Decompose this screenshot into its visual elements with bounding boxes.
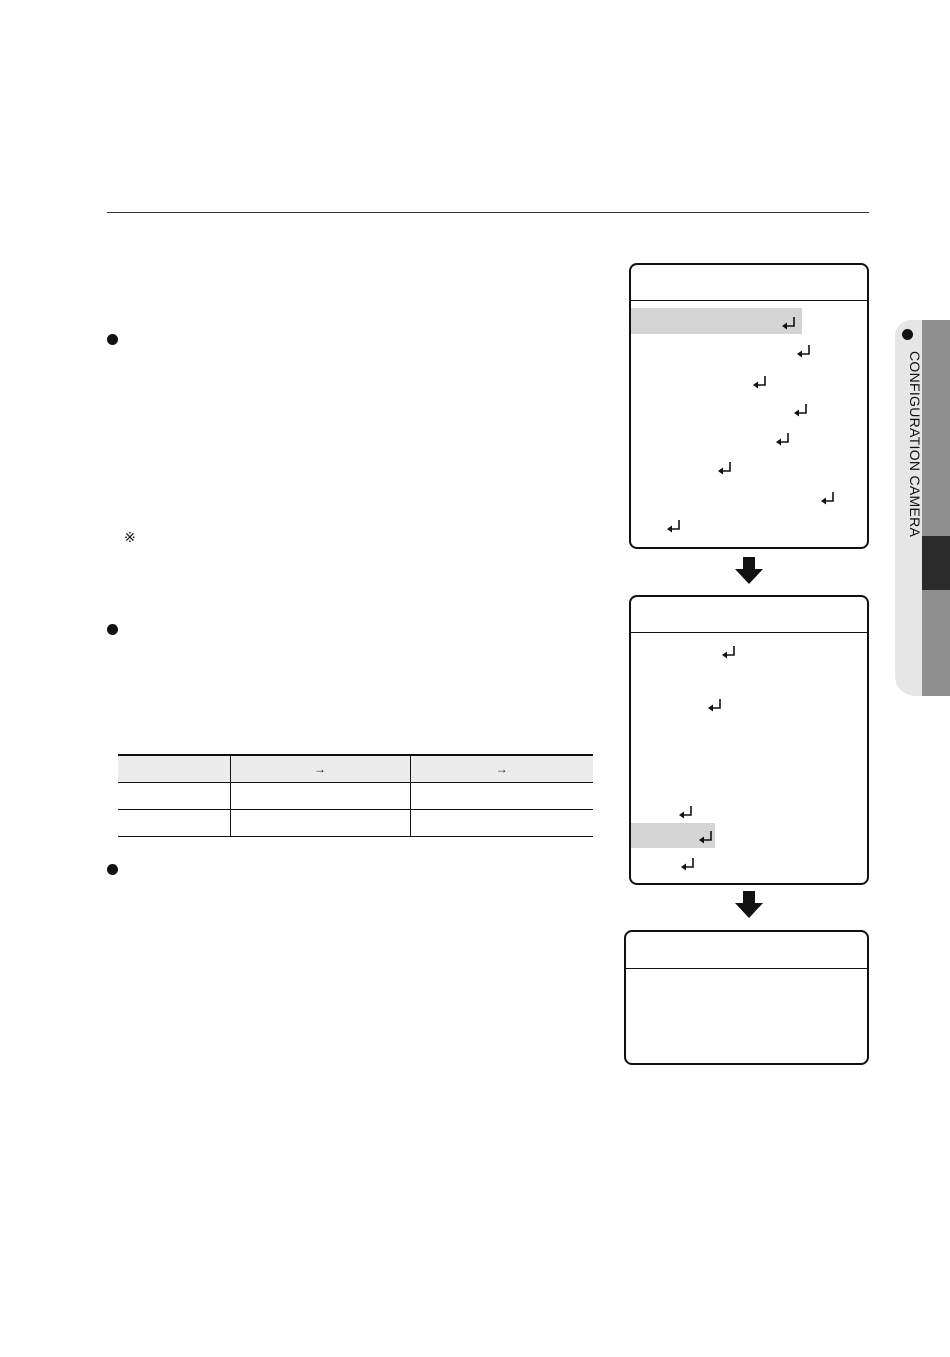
table-cell: [118, 810, 230, 837]
table-cell: [118, 783, 230, 810]
enter-icon: [752, 375, 767, 389]
chapter-tab-label: CONFIGURATION CAMERA: [907, 351, 923, 538]
table-header-cell: [230, 755, 410, 783]
settings-table: [118, 754, 593, 837]
down-arrow-icon: [734, 557, 764, 585]
enter-icon: [680, 857, 695, 871]
enter-icon: [781, 316, 796, 330]
chapter-tab-marker: [922, 536, 950, 590]
header-rule: [107, 212, 869, 213]
enter-icon: [775, 432, 790, 446]
table-cell: [230, 783, 410, 810]
right-arrow-icon: →: [314, 762, 326, 776]
chapter-tab-strip: [922, 320, 950, 696]
bullet-3: [107, 864, 118, 875]
table-header-cell: [118, 755, 230, 783]
table-cell: [410, 783, 593, 810]
table-cell: [230, 810, 410, 837]
table-header-cell: [410, 755, 593, 783]
table-cell: [410, 810, 593, 837]
enter-icon: [793, 403, 808, 417]
right-arrow-icon: →: [495, 762, 508, 776]
down-arrow-icon: [734, 891, 764, 919]
enter-icon: [678, 805, 693, 819]
bullet-1: [107, 334, 118, 345]
menu-header: [626, 932, 867, 969]
enter-icon: [666, 519, 681, 533]
menu-header: [631, 265, 867, 301]
table-row: [118, 783, 593, 810]
menu-screen-1: [629, 263, 869, 549]
menu-header: [631, 597, 867, 633]
table-row: [118, 810, 593, 837]
chapter-tab-bullet: [902, 329, 913, 340]
menu-item-selected[interactable]: [631, 308, 802, 334]
reference-mark: ※: [124, 529, 136, 545]
enter-icon: [721, 645, 736, 659]
bullet-2: [107, 624, 118, 635]
enter-icon: [820, 491, 835, 505]
enter-icon: [698, 830, 713, 844]
enter-icon: [717, 461, 732, 475]
table-header-row: [118, 755, 593, 783]
enter-icon: [796, 344, 811, 358]
menu-screen-3: [624, 930, 869, 1065]
enter-icon: [707, 698, 722, 712]
